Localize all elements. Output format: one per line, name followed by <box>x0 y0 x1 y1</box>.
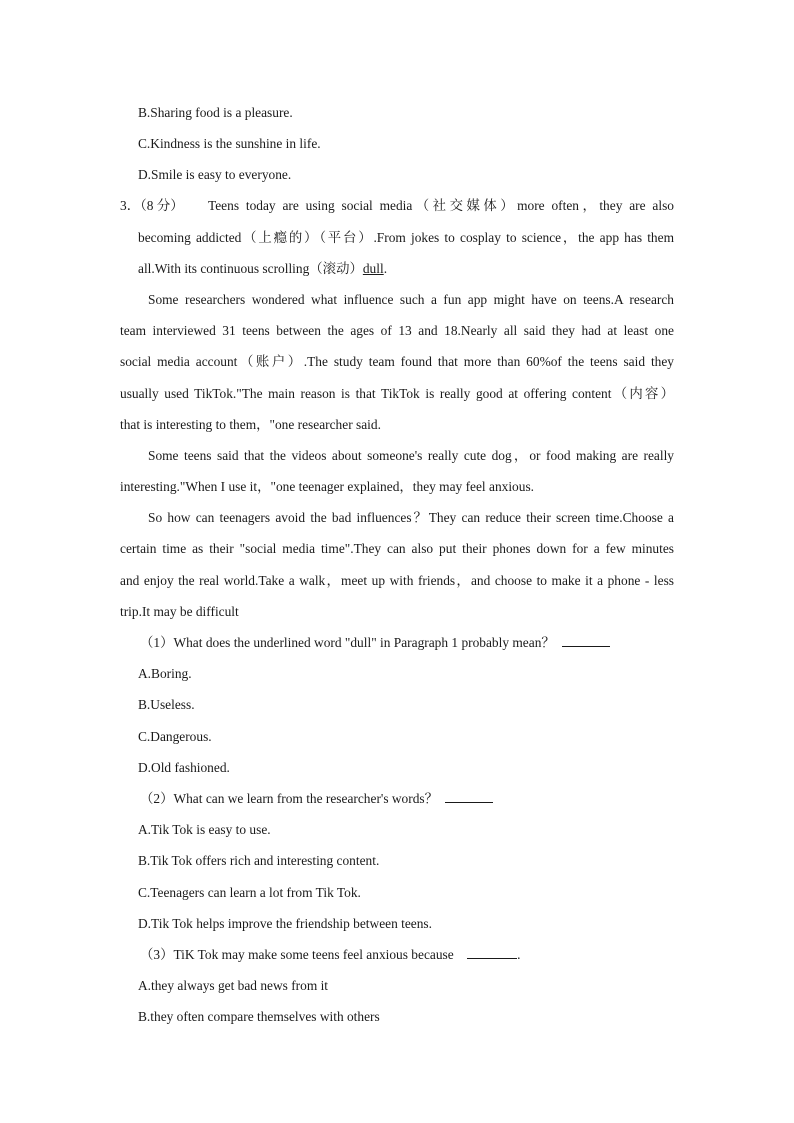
paragraph-2-line4: usually used TikTok."The main reason is that TikTok is really good at offering content（内容） <box>120 386 674 401</box>
paragraph-4-line4: trip.It may be difficult <box>120 604 239 619</box>
prev-option-b: B.Sharing food is a pleasure. <box>138 105 293 120</box>
sub-question-2-option-c: C.Teenagers can learn a lot from Tik Tok. <box>138 885 361 900</box>
sub-question-1-option-d: D.Old fashioned. <box>138 760 230 775</box>
prev-option-d: D.Smile is easy to everyone. <box>138 167 292 182</box>
answer-blank-2[interactable] <box>445 790 493 803</box>
sub-question-3-option-a: A.they always get bad news from it <box>138 978 329 993</box>
sub-question-3-end: . <box>517 947 521 962</box>
paragraph-2-line3: social media account（账户）.The study team found that more than 60%of the teens said they <box>120 354 674 369</box>
paragraph-2-line1: Some researchers wondered what influence such a fun app might have on teens.A research <box>148 292 674 307</box>
sub-question-1-stem <box>140 634 610 652</box>
answer-blank-3[interactable] <box>467 946 517 959</box>
intro-line3-text: all.With its continuous scrolling（滚动） <box>138 261 363 276</box>
paragraph-4-line1: So how can teenagers avoid the bad influences？They can reduce their screen time.Choose a <box>148 510 674 525</box>
sub-question-1-option-a: A.Boring. <box>138 666 192 681</box>
paragraph-2-line5: that is interesting to them，"one researcher said. <box>120 417 381 432</box>
paragraph-2-line2: team interviewed 31 teens between the ages of 13 and 18.Nearly all said they had at least one <box>120 323 674 338</box>
underlined-word-dull: dull <box>362 261 384 276</box>
question-3-intro-line1: Teens today are using social media（社交媒体）more often，they are also <box>208 198 674 213</box>
question-3-intro-line3 <box>138 260 387 278</box>
sub-question-2-option-a: A.Tik Tok is easy to use. <box>138 822 271 837</box>
sub-question-2-option-d: D.Tik Tok helps improve the friendship between teens. <box>138 916 432 931</box>
intro-line3-end: . <box>383 261 388 276</box>
paragraph-3-line2: interesting."When I use it，"one teenager explained，they may feel anxious. <box>120 479 534 494</box>
sub-question-1-text: （1）What does the underlined word "dull" in Paragraph 1 probably mean？ <box>140 635 555 650</box>
answer-blank-1[interactable] <box>562 634 610 647</box>
sub-question-2-stem <box>140 790 493 808</box>
sub-question-1-option-b: B.Useless. <box>138 697 195 712</box>
sub-question-1-option-c: C.Dangerous. <box>138 729 212 744</box>
sub-question-2-option-b: B.Tik Tok offers rich and interesting content. <box>138 853 380 868</box>
paragraph-3-line1: Some teens said that the videos about someone's really cute dog，or food making are really <box>148 448 674 463</box>
sub-question-3-option-b: B.they often compare themselves with others <box>138 1009 380 1024</box>
prev-option-c: C.Kindness is the sunshine in life. <box>138 136 321 151</box>
paragraph-4-line3: and enjoy the real world.Take a walk，meet up with friends，and choose to make it a phone - less <box>120 573 674 588</box>
sub-question-3-text: （3）TiK Tok may make some teens feel anxious because <box>140 947 454 962</box>
paragraph-4-line2: certain time as their "social media time".They can also put their phones down for a few minutes <box>120 541 674 556</box>
sub-question-2-text: （2）What can we learn from the researcher's words？ <box>140 791 439 806</box>
question-3-number: 3．（8 分） <box>120 198 184 213</box>
sub-question-3-stem <box>140 946 520 964</box>
question-3-intro-line2: becoming addicted（上瘾的）（平台）.From jokes to cosplay to science，the app has them <box>138 230 674 245</box>
